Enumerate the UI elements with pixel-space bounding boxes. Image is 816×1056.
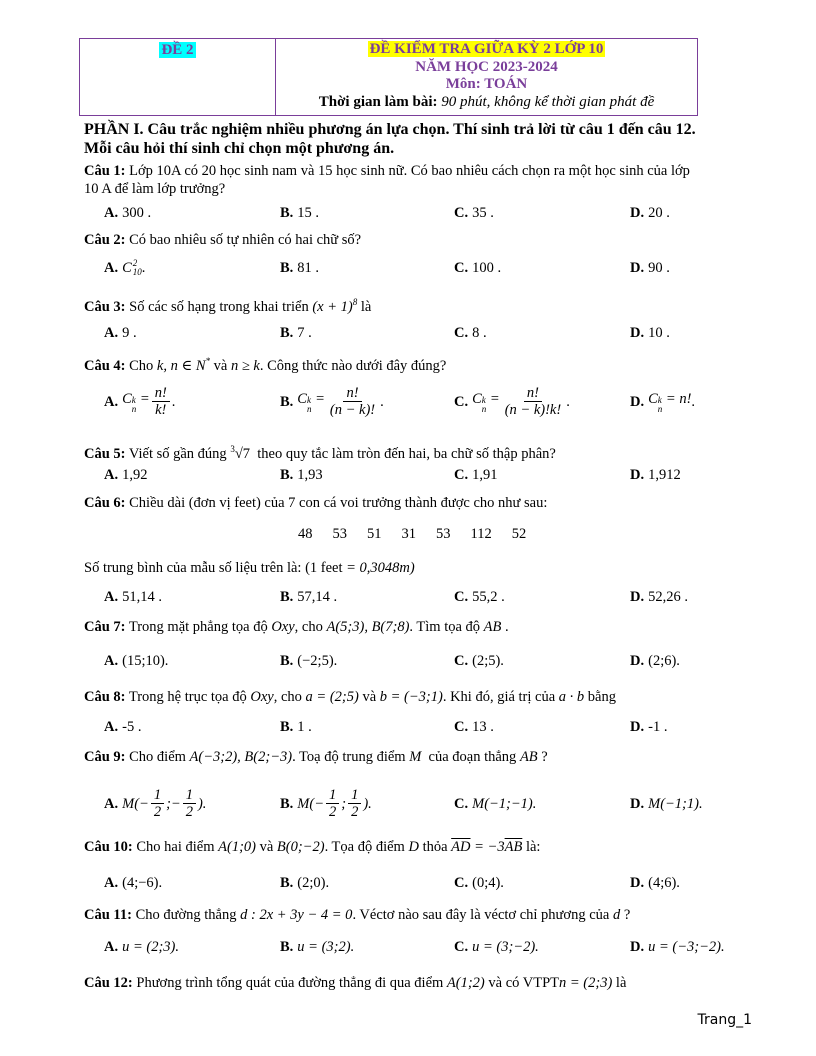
option-d[interactable]: D. 52,26 . [630,588,688,605]
option-d[interactable]: D. 10 . [630,324,670,341]
option-c[interactable]: C. 1,91 [454,466,498,483]
option-c[interactable]: C. 8 . [454,324,487,341]
option-b[interactable]: B. C k n = $\frac{n!}{(n - k)!}$ . [280,385,384,418]
question-6-cont: Số trung bình của mẫu số liệu trên là: (1 feet = 0,3048m) [84,560,415,576]
option-b[interactable]: B. M(− $\frac{1}{2}$ ; $\frac{1}{2}$ ). [280,787,372,820]
option-d[interactable]: D. C k n = n! . [630,390,696,414]
question-3-options [104,318,784,348]
question-11-options [104,932,784,962]
option-c[interactable]: C. 13 . [454,718,494,735]
option-d[interactable]: D. u = (−3;−2). [630,938,725,955]
option-c[interactable]: C. (2;5). [454,652,504,669]
option-c[interactable]: C. (0;4). [454,874,504,891]
option-c[interactable]: C. u = (3;−2). [454,938,539,955]
question-7-options [104,646,784,676]
option-d[interactable]: D. -1 . [630,718,668,735]
question-1: Câu 1: Lớp 10A có 20 học sinh nam và 15 học sinh nữ. Có bao nhiêu cách chọn ra một học sinh của lớp 10 A để làm lớp trưởng? [84,163,690,197]
question-10-options [104,868,784,898]
page-number: Trang_1 [697,1012,752,1028]
option-a[interactable]: A. 1,92 [104,466,148,483]
option-a[interactable]: A. (4;−6). [104,874,163,891]
question-1-options [104,198,784,228]
question-4: Câu 4: Cho k, n ∈ N* và n ≥ k. Công thức nào dưới đây đúng? [84,356,447,374]
option-d[interactable]: D. 90 . [630,259,670,276]
exam-time: Thời gian làm bài: 90 phút, không kể thời gian phát đề [318,93,655,110]
option-c[interactable]: C. C k n = $\frac{n!}{(n - k)!k!}$ . [454,385,570,418]
option-a[interactable]: A. -5 . [104,718,142,735]
question-2-options [104,253,784,283]
option-a[interactable]: A. u = (2;3). [104,938,180,955]
whale-lengths: 48 53 51 31 53 112 52 [298,526,527,542]
option-d[interactable]: D. (4;6). [630,874,680,891]
option-a[interactable]: A. C k n = $\frac{n!}{k!}$ . [104,385,176,418]
question-10: Câu 10: Cho hai điểm A(1;0) và B(0;−2). Tọa độ điểm D thỏa $\overline{AD} = -3\overline{AB}$ là: [84,839,541,855]
option-b[interactable]: B. 15 . [280,204,320,221]
question-3: Câu 3: Số các số hạng trong khai triển $(x + 1)^8$ là [84,297,372,315]
question-8-options [104,712,784,742]
option-b[interactable]: B. 7 . [280,324,312,341]
option-c[interactable]: C. M(−1;−1). [454,795,537,812]
question-9-options [104,780,784,828]
exam-info-cell [276,39,697,115]
option-c[interactable]: C. 55,2 . [454,588,505,605]
question-4-options [104,378,784,426]
option-b[interactable]: B. 81 . [280,259,320,276]
question-6-options [104,582,784,612]
section-heading: PHẦN I. Câu trắc nghiệm nhiều phương án lựa chọn. Thí sinh trả lời từ câu 1 đến câu 12. Mỗi câu hỏi thí sinh chỉ chọn một phương án. [84,121,696,157]
exam-subject: Môn: TOÁN [445,76,528,92]
option-b[interactable]: B. (−2;5). [280,652,338,669]
option-b[interactable]: B. u = (3;2). [280,938,355,955]
exam-code: ĐỀ 2 [161,42,194,58]
exam-year: NĂM HỌC 2023-2024 [415,58,558,75]
question-5-options [104,460,784,490]
option-a[interactable]: A. 9 . [104,324,137,341]
option-a[interactable]: A. 51,14 . [104,588,162,605]
exam-title: ĐỀ KIỂM TRA GIỮA KỲ 2 LỚP 10 [369,41,604,57]
option-d[interactable]: D. 1,912 [630,466,681,483]
question-11: Câu 11: Cho đường thẳng d : 2x + 3y − 4 = 0. Véctơ nào sau đây là véctơ chỉ phương của d ? [84,907,631,923]
option-b[interactable]: B. 1 . [280,718,312,735]
question-7: Câu 7: Trong mặt phẳng tọa độ Oxy, cho A(5;3), B(7;8). Tìm tọa độ AB . [84,619,509,635]
option-b[interactable]: B. 57,14 . [280,588,338,605]
option-a[interactable]: A. M(− $\frac{1}{2}$ ;− $\frac{1}{2}$ ). [104,787,207,820]
option-b[interactable]: B. (2;0). [280,874,330,891]
option-d[interactable]: D. (2;6). [630,652,680,669]
question-12: Câu 12: Phương trình tổng quát của đường thẳng đi qua điểm A(1;2) và có VTPTn = (2;3) là [84,975,627,991]
question-8: Câu 8: Trong hệ trục tọa độ Oxy, cho a = (2;5) và b = (−3;1). Khi đó, giá trị của a · b bằng [84,689,616,705]
question-6: Câu 6: Chiều dài (đơn vị feet) của 7 con cá voi trưởng thành được cho như sau: [84,495,548,511]
exam-header [79,38,698,116]
option-a[interactable]: A. C 2 10 . [104,258,146,277]
option-d[interactable]: D. 20 . [630,204,670,221]
question-9: Câu 9: Cho điểm A(−3;2), B(2;−3). Toạ độ trung điểm M của đoạn thẳng AB ? [84,749,548,765]
exam-code-cell [80,39,276,115]
option-c[interactable]: C. 35 . [454,204,494,221]
question-2: Câu 2: Có bao nhiêu số tự nhiên có hai chữ số? [84,232,362,248]
question-5: Câu 5: Viết số gần đúng $^3$√7 theo quy tắc làm tròn đến hai, ba chữ số thập phân? [84,444,556,462]
option-a[interactable]: A. 300 . [104,204,152,221]
option-b[interactable]: B. 1,93 [280,466,323,483]
option-d[interactable]: D. M(−1;1). [630,795,703,812]
option-a[interactable]: A. (15;10). [104,652,169,669]
option-c[interactable]: C. 100 . [454,259,502,276]
